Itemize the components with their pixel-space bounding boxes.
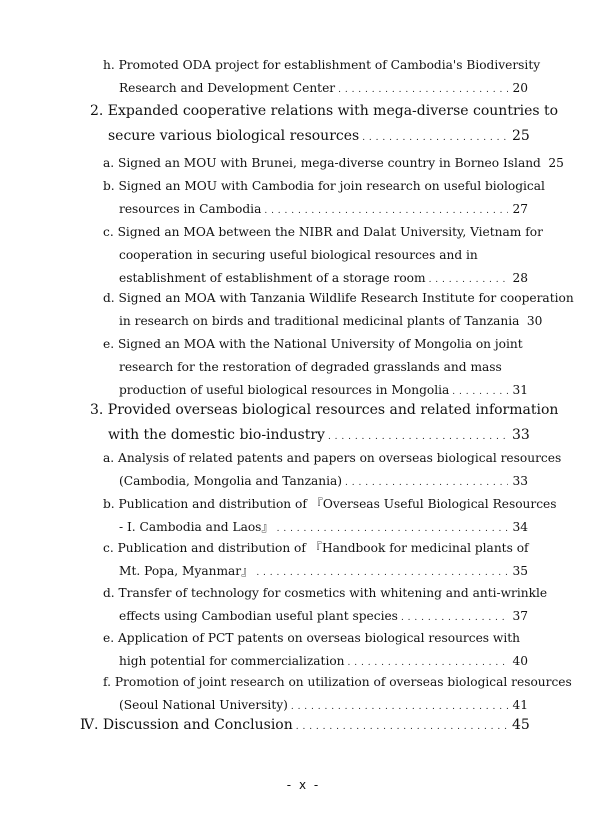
toc-entry-text: c. Signed an MOA between the NIBR and Dalat University, Vietnam for bbox=[103, 225, 543, 239]
toc-entry-line bbox=[103, 178, 545, 201]
toc-page-number: 25 bbox=[548, 156, 564, 170]
toc-page-number: 27 bbox=[512, 202, 528, 216]
toc-page-number: 20 bbox=[512, 81, 528, 95]
toc-page-number: 40 bbox=[512, 654, 528, 668]
toc-entry-a-analysis[interactable] bbox=[103, 450, 562, 496]
toc-entry-line bbox=[103, 585, 548, 608]
toc-entry-line bbox=[103, 224, 543, 247]
toc-entry-s3[interactable] bbox=[90, 401, 559, 451]
toc-entry-line bbox=[80, 716, 528, 741]
dot-leader bbox=[429, 272, 508, 288]
toc-entry-text: with the domestic bio-industry bbox=[108, 427, 325, 443]
toc-page-number: 45 bbox=[512, 717, 530, 733]
toc-entry-e-pct[interactable] bbox=[103, 630, 528, 676]
toc-entry-b-cambodia[interactable] bbox=[103, 178, 545, 224]
dot-leader bbox=[345, 475, 508, 491]
toc-entry-text: 2. Expanded cooperative relations with mega-diverse countries to bbox=[90, 103, 559, 119]
toc-page-number: 31 bbox=[512, 383, 528, 397]
toc-entry-iv[interactable] bbox=[80, 716, 528, 741]
toc-entry-text: a. Signed an MOU with Brunei, mega-diverse country in Borneo Island bbox=[103, 156, 541, 170]
toc-entry-text: e. Signed an MOA with the National University of Mongolia on joint bbox=[103, 337, 523, 351]
toc-entry-line bbox=[103, 519, 528, 542]
toc-entry-text: production of useful biological resources in Mongolia bbox=[119, 383, 450, 397]
toc-page-number: 41 bbox=[512, 698, 528, 712]
toc-entry-s2[interactable] bbox=[90, 102, 559, 152]
toc-entry-line bbox=[103, 630, 528, 653]
toc-entry-text: f. Promotion of joint research on utilization of overseas biological resources bbox=[103, 675, 572, 689]
toc-entry-f-snu[interactable] bbox=[103, 674, 572, 720]
toc-page-number: 33 bbox=[512, 427, 530, 443]
toc-entry-text: (Seoul National University) bbox=[119, 698, 288, 712]
toc-entry-text: cooperation in securing useful biological resources and in bbox=[119, 248, 478, 262]
dot-leader bbox=[362, 130, 508, 146]
toc-entry-c-dalat[interactable] bbox=[103, 224, 543, 293]
toc-entry-b-publication[interactable] bbox=[103, 496, 557, 542]
toc-entry-c-handbook[interactable] bbox=[103, 540, 528, 586]
toc-page-number: 25 bbox=[512, 128, 530, 144]
toc-entry-line bbox=[103, 313, 543, 336]
toc-entry-text: c. Publication and distribution of 『Handbook for medicinal plants of bbox=[103, 541, 529, 555]
toc-entry-text: secure various biological resources bbox=[108, 128, 360, 144]
toc-entry-text: high potential for commercialization bbox=[119, 654, 345, 668]
toc-entry-e-mongolia[interactable] bbox=[103, 336, 528, 405]
dot-leader bbox=[264, 203, 508, 219]
dot-leader bbox=[348, 655, 508, 671]
dot-leader bbox=[452, 384, 508, 400]
toc-entry-d-cosmetics[interactable] bbox=[103, 585, 548, 631]
toc-entry-line bbox=[90, 401, 559, 426]
toc-entry-line bbox=[103, 674, 572, 697]
toc-page-number: 33 bbox=[512, 474, 528, 488]
toc-entry-text: research for the restoration of degraded grasslands and mass bbox=[119, 360, 502, 374]
toc-entry-text: establishment of establishment of a storage room bbox=[119, 271, 426, 285]
dot-leader bbox=[338, 82, 508, 98]
toc-page-number: 30 bbox=[526, 314, 543, 328]
dot-leader bbox=[277, 521, 508, 537]
toc-entry-a-brunei[interactable] bbox=[103, 155, 564, 178]
toc-entry-text: - I. Cambodia and Laos』 bbox=[119, 520, 274, 534]
toc-entry-line bbox=[90, 127, 528, 152]
toc-entry-line bbox=[103, 290, 574, 313]
toc-entry-line bbox=[103, 496, 557, 519]
dot-leader bbox=[291, 699, 508, 715]
toc-entry-text: Research and Development Center bbox=[119, 81, 336, 95]
page-number: - x - bbox=[286, 778, 321, 792]
toc-entry-text: b. Signed an MOU with Cambodia for join research on useful biological bbox=[103, 179, 545, 193]
toc-page-number: 34 bbox=[512, 520, 528, 534]
toc-entry-line bbox=[103, 247, 528, 270]
dot-leader bbox=[256, 565, 508, 581]
toc-entry-line bbox=[103, 563, 528, 586]
toc-entry-line bbox=[90, 102, 559, 127]
toc-entry-text: a. Analysis of related patents and papers on overseas biological resources bbox=[103, 451, 562, 465]
toc-entry-line bbox=[103, 336, 528, 359]
dot-leader bbox=[401, 610, 508, 626]
toc-entry-text: resources in Cambodia bbox=[119, 202, 262, 216]
toc-entry-line bbox=[103, 57, 541, 80]
toc-entry-h-oda[interactable] bbox=[103, 57, 541, 103]
toc-entry-line bbox=[103, 473, 528, 496]
toc-entry-text: b. Publication and distribution of 『Overseas Useful Biological Resources bbox=[103, 497, 557, 511]
toc-entry-line bbox=[103, 653, 528, 676]
toc-entry-text: in research on birds and traditional medicinal plants of Tanzania bbox=[119, 314, 520, 328]
toc-entry-line bbox=[103, 540, 528, 563]
toc-entry-text: d. Signed an MOA with Tanzania Wildlife Research Institute for cooperation bbox=[103, 291, 574, 305]
toc-entry-text: d. Transfer of technology for cosmetics with whitening and anti-wrinkle bbox=[103, 586, 548, 600]
toc-entry-text: Ⅳ. Discussion and Conclusion bbox=[80, 717, 293, 733]
toc-entry-text: e. Application of PCT patents on overseas biological resources with bbox=[103, 631, 520, 645]
toc-page-number: 37 bbox=[512, 609, 528, 623]
toc-entry-line bbox=[103, 359, 528, 382]
toc-page-number: 35 bbox=[512, 564, 528, 578]
toc-entry-d-tanzania[interactable] bbox=[103, 290, 574, 336]
toc-entry-line bbox=[103, 450, 562, 473]
toc-entry-line bbox=[90, 426, 528, 451]
toc-entry-text: h. Promoted ODA project for establishment of Cambodia's Biodiversity bbox=[103, 58, 541, 72]
dot-leader bbox=[328, 429, 508, 445]
toc-entry-line bbox=[103, 608, 528, 631]
toc-entry-line bbox=[103, 201, 528, 224]
toc-entry-line bbox=[103, 80, 528, 103]
toc-page-number: 28 bbox=[512, 271, 528, 285]
dot-leader bbox=[296, 719, 508, 735]
toc-entry-text: Mt. Popa, Myanmar』 bbox=[119, 564, 254, 578]
toc-entry-text: (Cambodia, Mongolia and Tanzania) bbox=[119, 474, 343, 488]
toc-entry-text: effects using Cambodian useful plant species bbox=[119, 609, 398, 623]
toc-entry-line bbox=[103, 155, 564, 178]
toc-entry-text: 3. Provided overseas biological resources and related information bbox=[90, 402, 559, 418]
